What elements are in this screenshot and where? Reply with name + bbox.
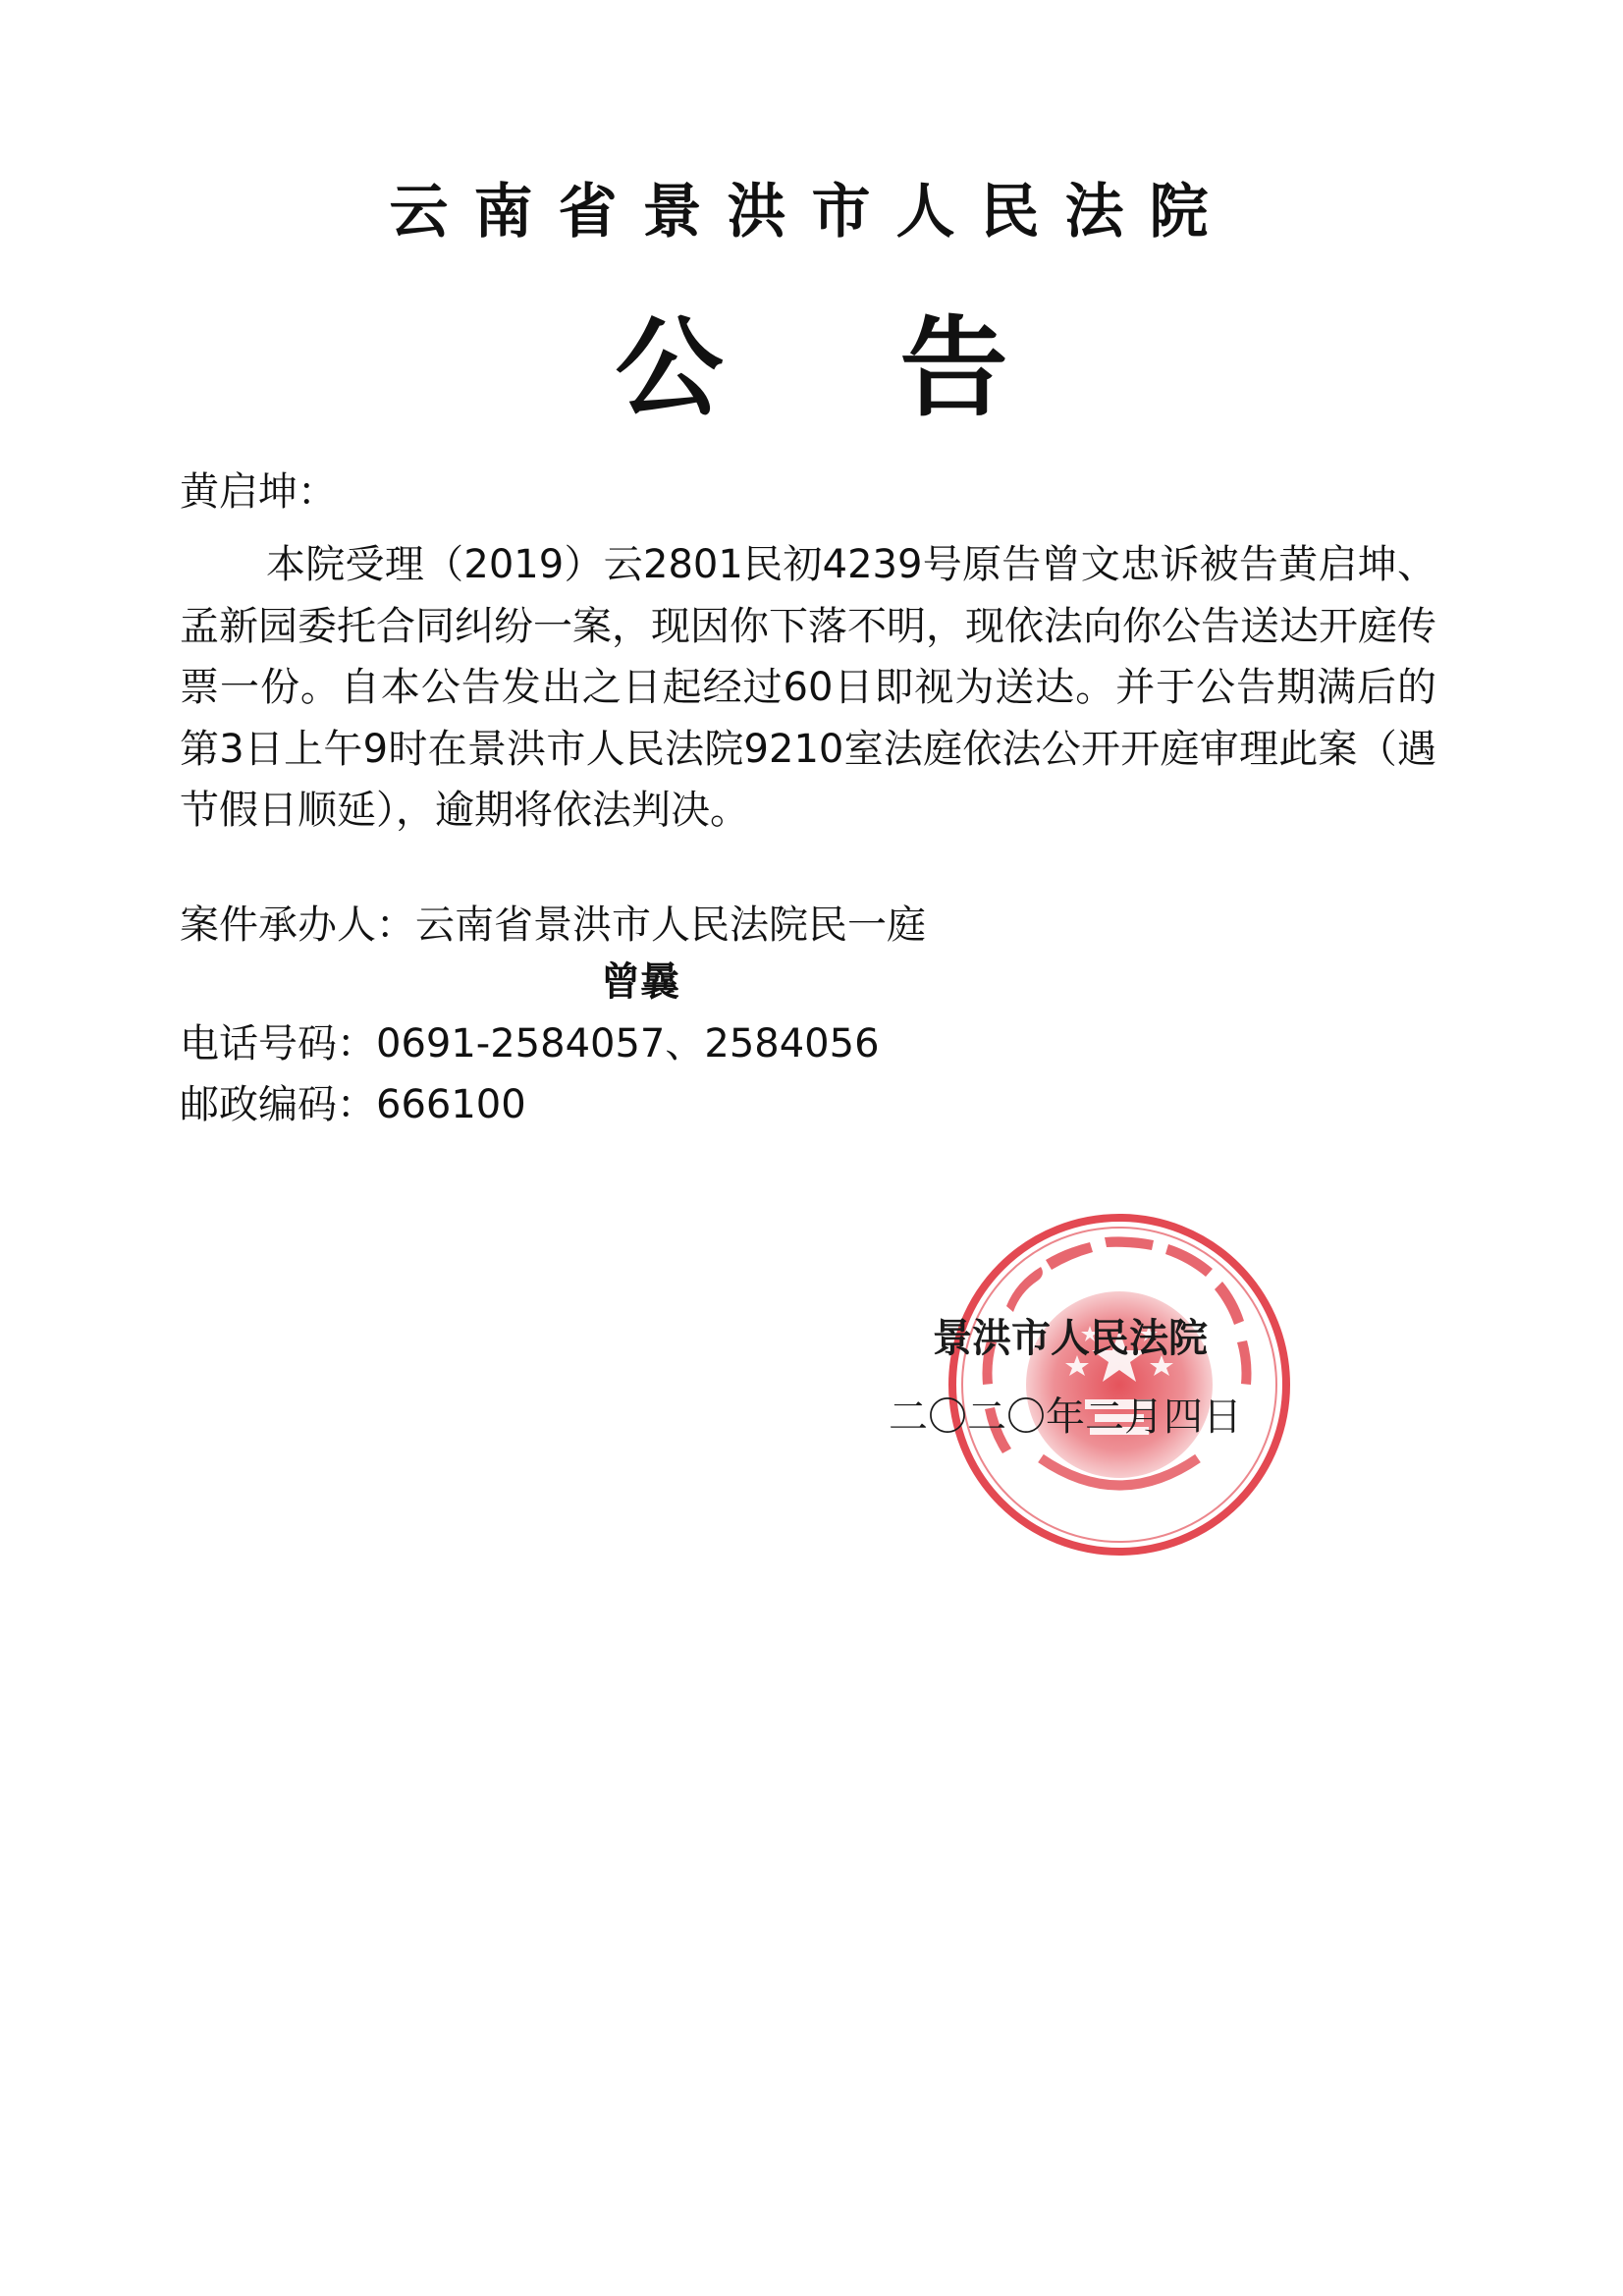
title-char-left: 公 — [615, 304, 724, 431]
addressee: 黄启坤： — [180, 469, 337, 515]
postcode-line: 邮政编码：666100 — [180, 1082, 526, 1127]
document-title — [0, 304, 1623, 432]
court-seal-icon — [947, 1213, 1291, 1557]
case-handler-name: 曾曩 — [601, 959, 679, 1005]
case-handler-line: 案件承办人：云南省景洪市人民法院民一庭 — [180, 902, 926, 948]
court-name-heading: 云南省景洪市人民法院 — [389, 178, 1234, 246]
phone-line: 电话号码：0691-2584057、2584056 — [180, 1021, 880, 1066]
notice-body: 本院受理（2019）云2801民初4239号原告曾文忠诉被告黄启坤、孟新园委托合同纠纷一案，现因你下落不明，现依法向你公告送达开庭传票一份。自本公告发出之日起经过60日即视为送达。并于公告期满后的第3日上午9时在景洪市人民法院9210室法庭依法公开开庭审理此案（遇节假日顺延），逾期将依法判决。 — [180, 542, 1436, 833]
title-char-right: 告 — [899, 304, 1008, 431]
signature-court: 景洪市人民法院 — [933, 1316, 1208, 1361]
signature-date: 二〇二〇年二月四日 — [889, 1394, 1242, 1440]
